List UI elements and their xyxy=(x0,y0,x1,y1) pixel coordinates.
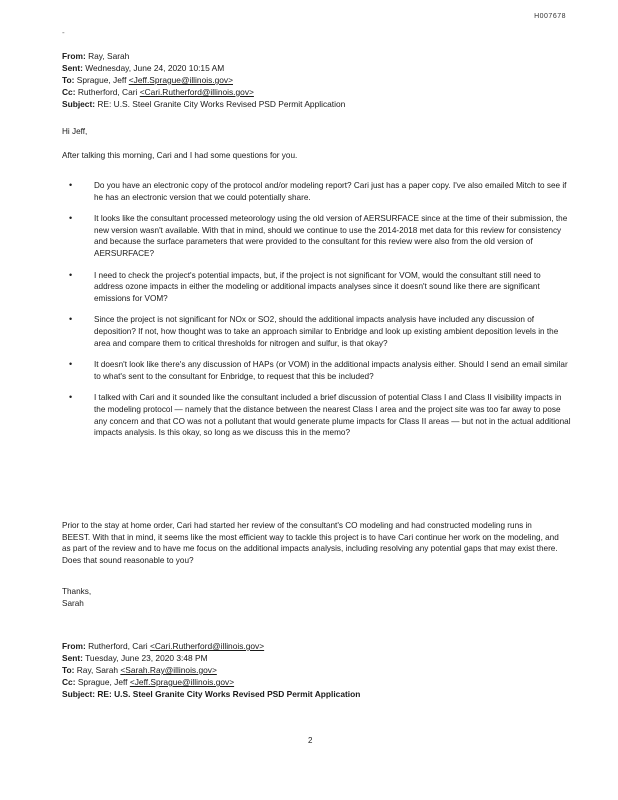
bullet-icon: • xyxy=(69,314,73,325)
cc-name: Sprague, Jeff xyxy=(77,677,128,687)
intro-paragraph: After talking this morning, Cari and I had some questions for you. xyxy=(62,151,298,160)
to-name: Sprague, Jeff xyxy=(76,75,127,85)
list-item-text: It doesn't look like there's any discussion of HAPs (or VOM) in the additional impacts analysis either. Should I send an email similar to what's sent to the consultant for Enbridge, to request that this be included? xyxy=(94,360,568,381)
list-item-text: It looks like the consultant processed meteorology using the old version of AERSURFACE since at the time of their submission, the new version wasn't available. With that in mind, should we continue to use the 2014-2018 met data for this review for consistency and because the surface parameters that were provided to the consultant for this review were also from the old version of AERSURFACE? xyxy=(94,214,568,258)
greeting: Hi Jeff, xyxy=(62,127,88,136)
email1-cc-line xyxy=(62,86,254,98)
bullet-icon: • xyxy=(69,213,73,224)
list-item-text: I need to check the project's potential impacts, but, if the project is not significant for VOM, would the consultant still need to address ozone impacts in either the modeling or additional impacts analyses since it doesn't sound like there are significant emissions for VOM? xyxy=(94,270,541,303)
cc-label: Cc: xyxy=(62,677,76,687)
sent-value: Tuesday, June 23, 2020 3:48 PM xyxy=(85,653,208,663)
email2-from-line xyxy=(62,640,264,652)
email1-sent-line xyxy=(62,62,224,74)
email1-to-line xyxy=(62,74,233,86)
subject-value: RE: U.S. Steel Granite City Works Revised PSD Permit Application xyxy=(97,99,346,109)
from-email-link[interactable]: <Cari.Rutherford@illinois.gov> xyxy=(149,641,265,651)
to-label: To: xyxy=(62,665,75,675)
email2-to-line xyxy=(62,664,217,676)
cc-email-link[interactable]: <Jeff.Sprague@illinois.gov> xyxy=(129,677,235,687)
list-item xyxy=(62,270,572,305)
to-name: Ray, Sarah xyxy=(76,665,119,675)
bullet-icon: • xyxy=(69,180,73,190)
bullet-icon: • xyxy=(69,269,73,280)
list-item xyxy=(62,314,572,349)
subject-value: RE: U.S. Steel Granite City Works Revised PSD Permit Application xyxy=(97,689,361,699)
sent-label: Sent: xyxy=(62,63,83,73)
bullet-icon: • xyxy=(69,359,73,370)
signature: Sarah xyxy=(62,599,84,608)
from-value: Ray, Sarah xyxy=(88,51,130,61)
list-item-text: Since the project is not significant for NOx or SO2, should the additional impacts analysis have included any discussion of deposition? If not, how thought was to take an approach similar to Enbridge and look up existing ambient deposition levels in the area and compare them to critical thresholds for nitrogen and sulfur, is that okay? xyxy=(94,315,559,348)
email1-from-line xyxy=(62,50,129,62)
email2-subject-line xyxy=(62,688,360,700)
email2-cc-line xyxy=(62,676,234,688)
list-item xyxy=(62,392,572,438)
email1-subject-line xyxy=(62,98,345,110)
list-item xyxy=(62,359,572,382)
bullet-icon: • xyxy=(69,392,73,403)
to-email-link[interactable]: <Jeff.Sprague@illinois.gov> xyxy=(128,75,233,85)
bates-number: H007678 xyxy=(534,13,566,20)
list-item-text: I talked with Cari and it sounded like the consultant included a brief discussion of potential Class I and Class II visibility impacts in the modeling protocol — namely that the distance between the nearest Class I area and the project site was too far away to pose any concern and that CO was not a pollutant that would generate plume impacts for Class II areas — but not in the actual additional impacts analysis. Is this okay, so long as we discuss this in the memo? xyxy=(94,393,571,438)
from-label: From: xyxy=(62,641,86,651)
list-item xyxy=(62,213,572,259)
to-label: To: xyxy=(62,75,75,85)
list-item-text: Do you have an electronic copy of the protocol and/or modeling report? Cari just has a paper copy. I've also emailed Mitch to see if he has an electronic version that we could potentially share. xyxy=(94,181,567,202)
cc-label: Cc: xyxy=(62,87,76,97)
to-email-link[interactable]: <Sarah.Ray@illinois.gov> xyxy=(120,665,217,675)
closing-paragraph: Prior to the stay at home order, Cari had started her review of the consultant's CO modeling and had constructed modeling runs in BEEST. With that in mind, it seems like the most efficient way to tackle this project is to have Cari continue her work on the modeling, and as part of the review and to have me focus on the additional impacts analysis, including resolving any potential gaps that may exist there. Does that sound reasonable to you? xyxy=(62,521,559,565)
email2-sent-line xyxy=(62,652,208,664)
cc-name: Rutherford, Cari xyxy=(77,87,138,97)
corner-mark: - xyxy=(62,28,65,37)
thanks-line: Thanks, xyxy=(62,587,92,596)
sent-value: Wednesday, June 24, 2020 10:15 AM xyxy=(85,63,225,73)
sent-label: Sent: xyxy=(62,653,83,663)
question-list xyxy=(62,180,572,449)
from-label: From: xyxy=(62,51,86,61)
from-name: Rutherford, Cari xyxy=(88,641,148,651)
subject-label: Subject: xyxy=(62,99,96,109)
cc-email-link[interactable]: <Cari.Rutherford@illinois.gov> xyxy=(139,87,254,97)
list-item xyxy=(62,180,572,203)
page-number: 2 xyxy=(308,736,313,745)
subject-label: Subject: xyxy=(62,689,96,699)
